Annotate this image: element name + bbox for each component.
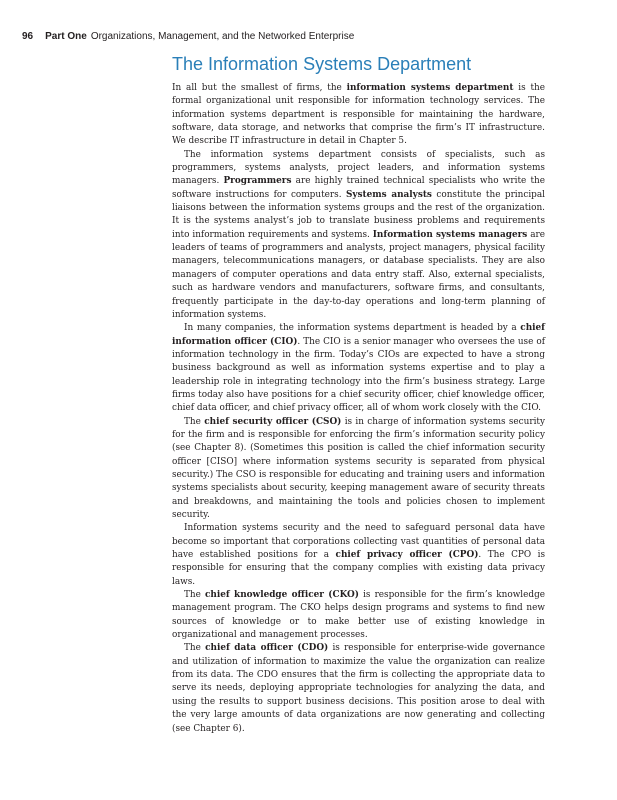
text-run: The information systems department consists of specialists, such as programmers, systems analysts, project leaders, and information systems managers. [172, 149, 545, 187]
text-run: constitute the principal liaisons between the information systems groups and the rest of the organization. It is the systems analyst’s job to translate business problems and requirements into information requirements and systems. [172, 189, 545, 240]
text-run: Information systems security and the need to safeguard personal data have become so important that corporations collecting vast quantities of personal data have established positions for a [172, 523, 545, 561]
text-run: The [184, 590, 205, 601]
text-run: are leaders of teams of programmers and analysts, project managers, physical facility managers, telecommunications managers, or database specialists. They are also managers of computer operations and data entry staff. Also, external specialists, such as hardware vendors and manufacturers, software firms, and consultants, frequently participate in the day-to-day operations and long-term planning of information systems. [172, 229, 545, 320]
key-term: information systems department [346, 83, 514, 93]
paragraph-cpo [172, 522, 545, 589]
text-run: is in charge of information systems security for the firm and is responsible for enforcing the firm’s information security policy (see Chapter 8). (Sometimes this position is called the chief information security officer [CISO] where information systems security is separated from physical security.) The CSO is responsible for educating and training users and information systems specialists about security, keeping management aware of security threats and breakdowns, and maintaining the tools and policies chosen to implement security. [172, 416, 546, 520]
part-title: Organizations, Management, and the Networked Enterprise [90, 31, 355, 42]
paragraph-cso [172, 416, 545, 523]
text-run: are highly trained technical specialists who write the software instructions for computers. [172, 176, 545, 200]
body-text [172, 82, 545, 736]
paragraph-is-department [172, 82, 545, 149]
text-run: The [184, 416, 205, 427]
text-run: In many companies, the information systems department is headed by a [184, 323, 521, 334]
text-run: is the formal organizational unit responsible for information technology services. The information systems department is responsible for maintaining the hardware, software, data storage, and networks that comprise the firm’s IT infrastructure. We describe IT infrastructure in detail in Chapter 5. [172, 83, 546, 147]
text-run: The [184, 643, 206, 654]
key-term: chief information officer (CIO) [172, 323, 545, 347]
key-term: Information systems managers [372, 229, 528, 240]
key-term: Programmers [223, 176, 292, 187]
paragraph-specialists [172, 149, 545, 322]
text-run: . The CIO is a senior manager who oversees the use of information technology in the firm. Today’s CIOs are expected to have a strong business background as well as information systems expertise and to play a leadership role in integrating technology into the firm’s business strategy. Large firms today also have positions for a chief security officer, chief knowledge officer, chief data officer, and chief privacy officer, all of whom work closely with the CIO. [172, 336, 545, 414]
page-number: 96 [22, 31, 34, 42]
key-term: chief privacy officer (CPO) [335, 550, 479, 561]
paragraph-cko [172, 589, 545, 642]
key-term: Systems analysts [345, 189, 432, 200]
key-term: chief knowledge officer (CKO) [204, 590, 359, 601]
text-run: . The CPO is responsible for ensuring that the company complies with existing data privacy laws. [172, 550, 546, 587]
key-term: chief data officer (CDO) [205, 643, 329, 654]
paragraph-cio [172, 322, 545, 415]
text-run: In all but the smallest of firms, the [172, 83, 347, 93]
section-title: The Information Systems Department [172, 54, 472, 74]
text-run: is responsible for enterprise-wide governance and utilization of information to maximize the value the organization can realize from its data. The CDO ensures that the firm is collecting the appropriate data to serve its needs, deploying appropriate technologies for analyzing the data, and using the results to support business decisions. This position arose to deal with the very large amounts of data organizations are now generating and collecting (see Chapter 6). [172, 643, 545, 734]
key-term: chief security officer (CSO) [204, 416, 342, 427]
running-head [22, 31, 354, 42]
paragraph-cdo [172, 642, 545, 735]
part-label: Part One [45, 31, 87, 42]
text-run: is responsible for the firm’s knowledge management program. The CKO helps design programs and systems to find new sources of knowledge or to make better use of existing knowledge in organizational and management processes. [172, 590, 545, 641]
